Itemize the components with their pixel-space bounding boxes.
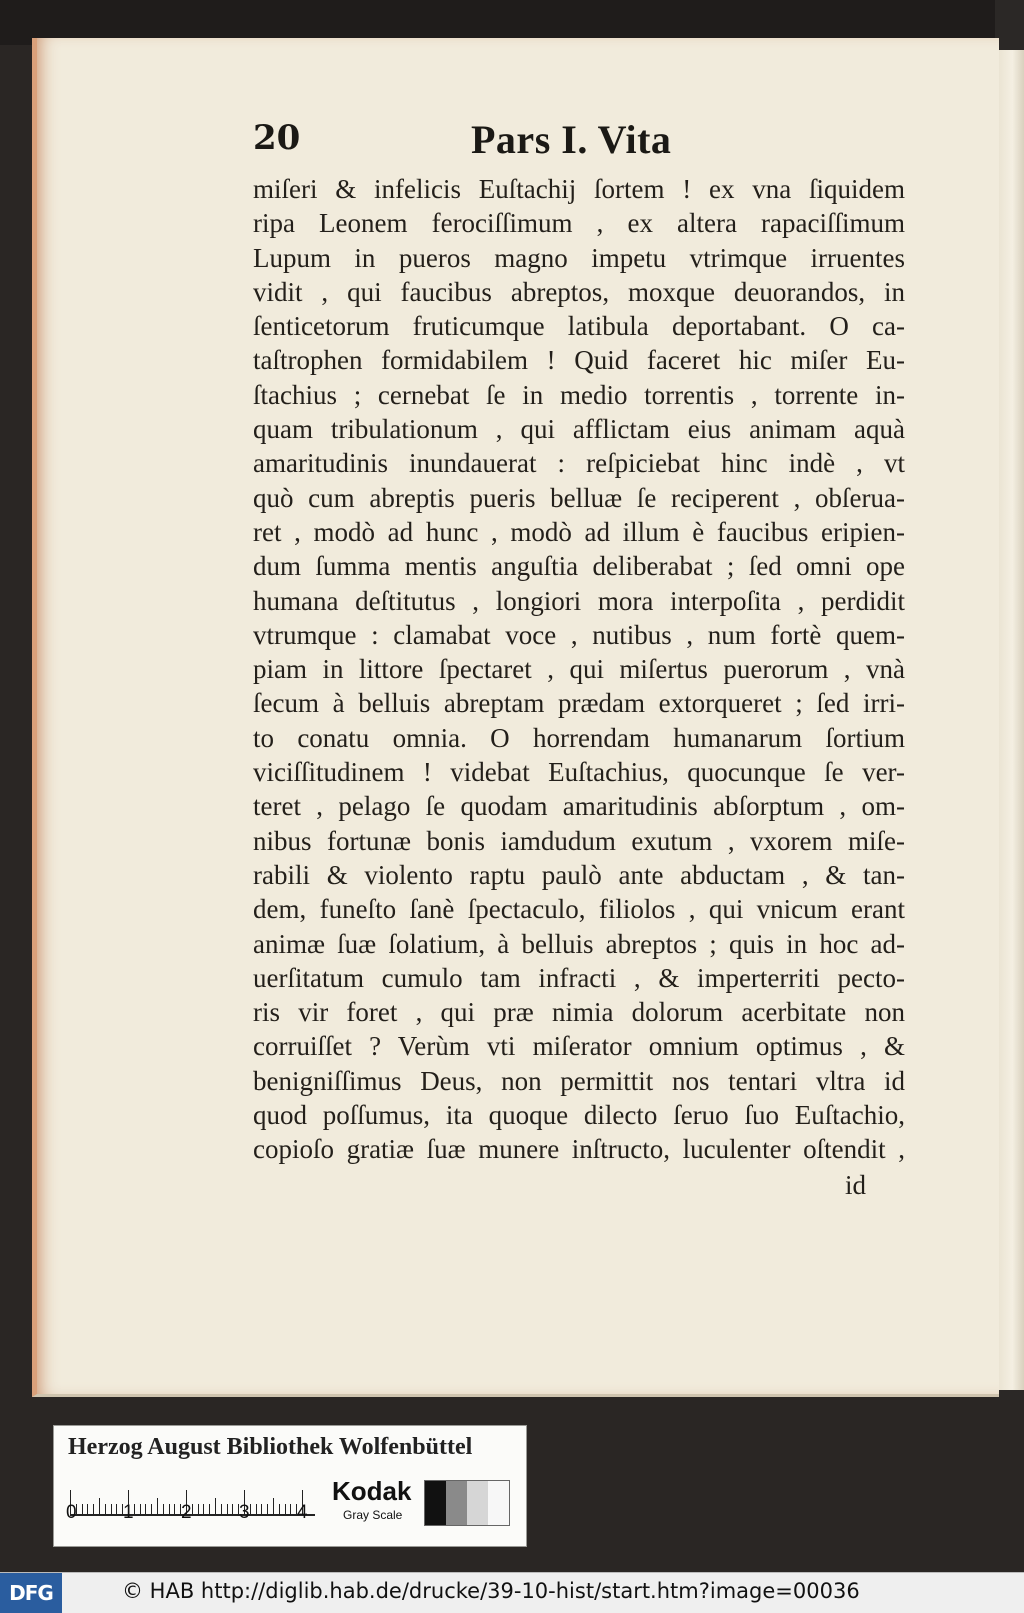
text-line: ris vir foret , qui præ nimia dolorum acerbitate non	[253, 997, 905, 1028]
text-line: vidit , qui faucibus abreptos, moxque deuorandos, in	[253, 276, 905, 307]
text-line: benigniſſimus Deus, non permittit nos tentari vltra id	[253, 1065, 905, 1096]
dfg-logo[interactable]: DFG	[0, 1573, 62, 1613]
text-line: piam in littore ſpectaret , qui miſertus puerorum , vnà	[253, 654, 905, 685]
text-line: taſtrophen formidabilem ! Quid faceret hic miſer Eu-	[253, 345, 905, 376]
ruler-tick	[261, 1504, 262, 1516]
ruler-tick	[221, 1504, 222, 1516]
ruler-tick	[267, 1504, 268, 1516]
ruler-tick	[290, 1504, 291, 1516]
text-line: uerſitatum cumulo tam infracti , & imperterriti pecto-	[253, 962, 905, 993]
text-line: dum ſumma mentis anguſtia deliberabat ; ſed omni ope	[253, 551, 905, 582]
text-line: ſenticetorum fruticumque latibula deportabant. O ca-	[253, 311, 905, 342]
text-line: dem, funeſto ſanè ſpectaculo, filiolos , qui vnicum erant	[253, 894, 905, 925]
text-line: copioſo gratiæ ſuæ munere inſtructo, luculenter oſtendit ,	[253, 1134, 905, 1165]
page-fold-edge	[995, 50, 1024, 1390]
gray-patch	[488, 1481, 509, 1525]
ruler-number-4: 4	[297, 1502, 308, 1523]
text-line: quod poſſumus, ita quoque dilecto ſeruo ſuo Euſtachio,	[253, 1100, 905, 1131]
text-line: miſeri & infelicis Euſtachij ſortem ! ex vna ſiquidem	[253, 174, 905, 204]
page-header	[253, 118, 893, 168]
text-line: vtrumque : clamabat voce , nutibus , num fortè quem-	[253, 619, 905, 650]
viewer-footer	[0, 1572, 1024, 1613]
ruler-tick	[227, 1504, 228, 1516]
ruler-tick	[250, 1504, 251, 1516]
ruler-tick	[273, 1498, 274, 1516]
ruler-tick	[256, 1504, 257, 1516]
text-line: rabili & violento raptu paulò ante abductam , & tan-	[253, 859, 905, 890]
ruler-tick	[174, 1504, 175, 1516]
text-line: ret , modò ad hunc , modò ad illum è faucibus eripien-	[253, 516, 905, 547]
ruler-tick	[192, 1504, 193, 1516]
ruler-tick	[116, 1504, 117, 1516]
ruler-tick	[279, 1504, 280, 1516]
text-line: to conatu omnia. O horrendam humanarum ſortium	[253, 722, 905, 753]
ruler-number-1: 1	[123, 1502, 134, 1523]
gray-scale-patches	[424, 1480, 510, 1526]
ruler-tick	[99, 1498, 100, 1516]
copyright-url[interactable]: © HAB http://diglib.hab.de/drucke/39-10-hist/start.htm?image=00036	[122, 1579, 860, 1603]
ruler-tick	[140, 1504, 141, 1516]
ruler-tick	[198, 1504, 199, 1516]
ruler-tick	[232, 1504, 233, 1516]
ruler-tick	[82, 1504, 83, 1516]
text-line: ſecum à belluis abreptam prædam extorqueret ; ſed irri-	[253, 688, 905, 719]
ruler-tick	[203, 1504, 204, 1516]
ruler-tick	[111, 1504, 112, 1516]
text-line: teret , pelago ſe quodam amaritudinis abſorptum , om-	[253, 791, 905, 822]
text-line: viciſſitudinem ! videbat Euſtachius, quocunque ſe ver-	[253, 757, 905, 788]
ruler-tick	[157, 1498, 158, 1516]
library-name: Herzog August Bibliothek Wolfenbüttel	[68, 1434, 473, 1460]
ruler-tick	[93, 1504, 94, 1516]
ruler-tick	[285, 1504, 286, 1516]
measurement-ruler	[70, 1484, 315, 1520]
kodak-logo: Kodak	[332, 1476, 412, 1506]
ruler-number-0: 0	[66, 1502, 77, 1523]
body-text	[253, 172, 905, 1167]
catchword: id	[845, 1170, 867, 1200]
text-line: corruiſſet ? Verùm vti miſerator omnium optimus , &	[253, 1031, 905, 1062]
page-number: 20	[253, 118, 301, 158]
running-head: Pars I. Vita	[471, 117, 672, 162]
text-line: ripa Leonem ferociſſimum , ex altera rapaciſſimum	[253, 208, 905, 239]
ruler-tick	[134, 1504, 135, 1516]
gray-patch	[425, 1481, 446, 1525]
ruler-tick	[151, 1504, 152, 1516]
text-line: quò cum abreptis pueris belluæ ſe reciperent , obſerua-	[253, 482, 905, 513]
ruler-tick	[209, 1504, 210, 1516]
ruler-tick	[87, 1504, 88, 1516]
text-line: amaritudinis inundauerat : reſpiciebat hinc indè , vt	[253, 448, 905, 479]
text-line: Lupum in pueros magno impetu vtrimque irruentes	[253, 242, 905, 273]
ruler-number-3: 3	[239, 1502, 250, 1523]
text-line: ſtachius ; cernebat ſe in medio torrentis , torrente in-	[253, 379, 905, 410]
ruler-number-2: 2	[181, 1502, 192, 1523]
ruler-tick	[105, 1504, 106, 1516]
color-card	[53, 1425, 527, 1547]
text-line: humana deſtitutus , longiori mora interpoſita , perdidit	[253, 585, 905, 616]
ruler-tick	[145, 1504, 146, 1516]
gray-patch	[446, 1481, 467, 1525]
ruler-tick	[215, 1498, 216, 1516]
ruler-tick	[163, 1504, 164, 1516]
text-line: animæ ſuæ ſolatium, à belluis abreptos ; quis in hoc ad-	[253, 928, 905, 959]
gray-scale-label: Gray Scale	[343, 1508, 403, 1522]
ruler-tick	[169, 1504, 170, 1516]
gray-patch	[467, 1481, 488, 1525]
text-line: quam tribulationum , qui afflictam eius animam aquà	[253, 414, 905, 445]
text-line: nibus fortunæ bonis iamdudum exutum , vxorem miſe-	[253, 825, 905, 856]
